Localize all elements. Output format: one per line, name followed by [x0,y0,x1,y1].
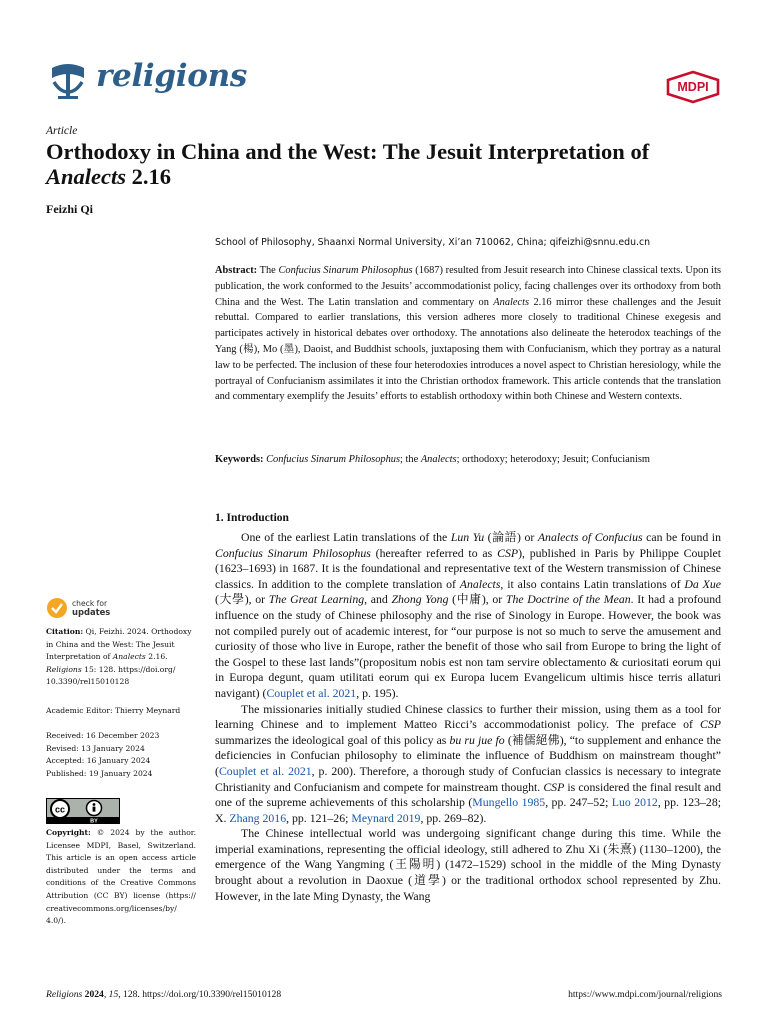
citation-text: 2.16. [145,652,168,662]
check-updates-icon [46,597,68,619]
keyword: Analects [420,454,457,465]
revised-date: Revised: 13 January 2024 [46,743,145,753]
citation-text: Analects [112,652,146,662]
affiliation: School of Philosophy, Shaanxi Normal University, Xi’an 710062, China; qifeizhi@snnu.edu.cn [215,237,651,248]
check-line-1: check for [72,599,108,608]
author-name[interactable]: Feizhi Qi [46,202,93,216]
paragraph-1: One of the earliest Latin translations of the Lun Yu (論語) or Analects of Confucius can be found in Confucius Sinarum Philosophus (hereafter referred to as CSP), published in Paris by Philippe Couplet (1623–1693) in 1687. It is the foundational and representative text of the Western transmission of Chinese classics. In addition to the complete translation of Analects, it also contains Latin translations of Da Xue (大學), or The Great Learning, and Zhong Yong (中庸), or The Doctrine of the Mean. It had a profound influence on the study of Chinese philosophy and the rise of Sinology in Europe. However, the book was not compiled purely out of academic interest, for “our purpose is not so much to serve the amusement and curiosity of those who live in Europe, rather the benefit of those who sail from Europe to bring the light of the Gospel to these last lands”(propositum nobis est non tam servire oblectamento & curiositati eorum qui in Europa degunt, quam utilitati eorum qui ex Europa lucem Evangelicum ultimis hisce terris allaturi navigant) (Couplet et al. 2021, p. 195). [215,530,722,700]
keyword: Confucius Sinarum Philosophus [266,454,401,465]
abstract [215,263,721,405]
abstract-text: 2.16 mirror these challenges and the Jesuit rebuttal. Compared to earlier translations, this version adheres more closely to traditional Chinese exegesis and participates actively in historical debates over orthodoxy. The annotations also delineate the heterodox teachings of the Yang (楊), Mo (墨), Daoist, and Buddhist schools, juxtaposing them with Confucianism, which they portray as a natural law to be perfected. The inclusion of these four heterodoxies introduces a novel aspect to Christian heresiology, while the portrayal of Confucianism assimilates it into the Christian orthodox framework. This article contends that the translation and commentary exemplify the Jesuits’ efforts to establish orthodoxy within both Chinese and Western contexts. [215,296,721,403]
copyright-text: © 2024 by the author. Licensee MDPI, Basel, Switzerland. This article is an open access article distributed under the terms and conditions of the Creative Commons Attribution (CC BY) license (https:// creativecommons.org/licenses/by/ 4.0/). [46,828,196,926]
footer-citation: Religions 2024, 15, 128. https://doi.org/10.3390/rel15010128 [46,989,282,1000]
accepted-date: Accepted: 16 January 2024 [46,756,151,766]
published-date: Published: 19 January 2024 [46,768,153,778]
paragraph-2: The missionaries initially studied Chinese classics to further their mission, using them as a tool for learning Chinese and to implement Matteo Ricci’s accommodationist policy. The preface of CSP summarizes the ideological goal of this policy as bu ru jue fo (補儒絕佛), “to supplement and enhance the deficiencies in Confucian philosophy to eliminate the influence of Buddhism on mainstream thought” (Couplet et al. 2021, p. 200). Therefore, a thorough study of Confucian classics is necessary to integrate Christianity and Confucianism and compete for mainstream thought. CSP is considered the final result and one of the supreme achievements of this scholarship (Mungello 1985, pp. 247–52; Luo 2012, pp. 123–28; X. Zhang 2016, pp. 121–26; Meynard 2019, pp. 269–82). [215,701,722,825]
citation-link[interactable]: Couplet et al. 2021 [266,685,357,700]
citation-link[interactable]: Luo 2012 [611,795,658,810]
paragraph-3: The Chinese intellectual world was undergoing significant change during this time. While the imperial examinations, representing the official ideology, still adhered to Zhu Xi (朱熹) (1130–1200), the emergence of the Wang Yangming (王陽明) (1472–1529) school in the middle of the Ming Dynasty brought about a revolution in Daoxue (道學) or the traditional orthodox school represented by Zhu. However, in the late Ming Dynasty, the Wang [215,826,721,903]
keyword: ; orthodoxy; heterodoxy; Jesuit; Confucianism [456,454,650,465]
title-line-1: Orthodoxy in China and the West: The Jesuit Interpretation of [46,139,650,164]
introduction-body [215,530,721,904]
citation-text: Qi, Feizhi. 2024. Orthodoxy in China and the West: The Jesuit Interpretation of [46,627,192,662]
citation-link[interactable]: Zhang 2016 [229,810,287,825]
journal-logo-icon [46,58,90,102]
keyword: ; the [400,454,421,465]
abstract-text: (1687) resulted from Jesuit research into Chinese classical texts. Upon its publication, the work conformed to the Jesuits’ accommodationist policy, facing challenges over its orthodoxy from both China and the West. The Latin translation and commentary on [215,265,722,308]
cc-by-license-icon[interactable] [46,798,120,824]
abstract-text: The [257,265,279,276]
check-line-2: updates [72,607,111,617]
svg-text:cc: cc [54,804,66,815]
abstract-text: Analects [493,296,530,308]
citation-doi[interactable]: 15: 128. https://doi.org/ 10.3390/rel15010128 [46,664,176,687]
keywords [215,452,721,468]
footer-journal-url[interactable]: https://www.mdpi.com/journal/religions [568,989,722,1000]
publication-dates [46,730,196,780]
keywords-label: Keywords: [215,454,264,465]
journal-name: religions [96,58,248,94]
citation-link[interactable]: Couplet et al. 2021 [218,763,312,778]
mdpi-logo [664,70,722,104]
academic-editor: Academic Editor: Thierry Meynard [46,706,181,715]
title-analects: Analects [46,164,127,189]
received-date: Received: 16 December 2023 [46,731,160,740]
citation-label: Citation: [46,627,84,636]
cc-by-text: BY [90,818,98,824]
section-heading: 1. Introduction [215,512,289,524]
footer-doi[interactable]: , 128. https://doi.org/10.3390/rel15010128 [118,989,282,1000]
citation-journal: Religions [46,664,82,674]
citation-block [46,626,196,689]
abstract-label: Abstract: [215,265,258,276]
copyright-notice [46,827,196,928]
citation-link[interactable]: Meynard 2019 [351,810,421,825]
copyright-label: Copyright: [46,828,91,837]
abstract-text: Confucius Sinarum Philosophus [278,265,413,276]
citation-link[interactable]: Mungello 1985 [472,795,546,810]
check-for-updates-button[interactable] [46,597,156,625]
publisher-name: MDPI [677,80,709,94]
article-type: Article [46,125,78,137]
title-suffix: 2.16 [126,164,172,189]
page-title [46,139,736,189]
